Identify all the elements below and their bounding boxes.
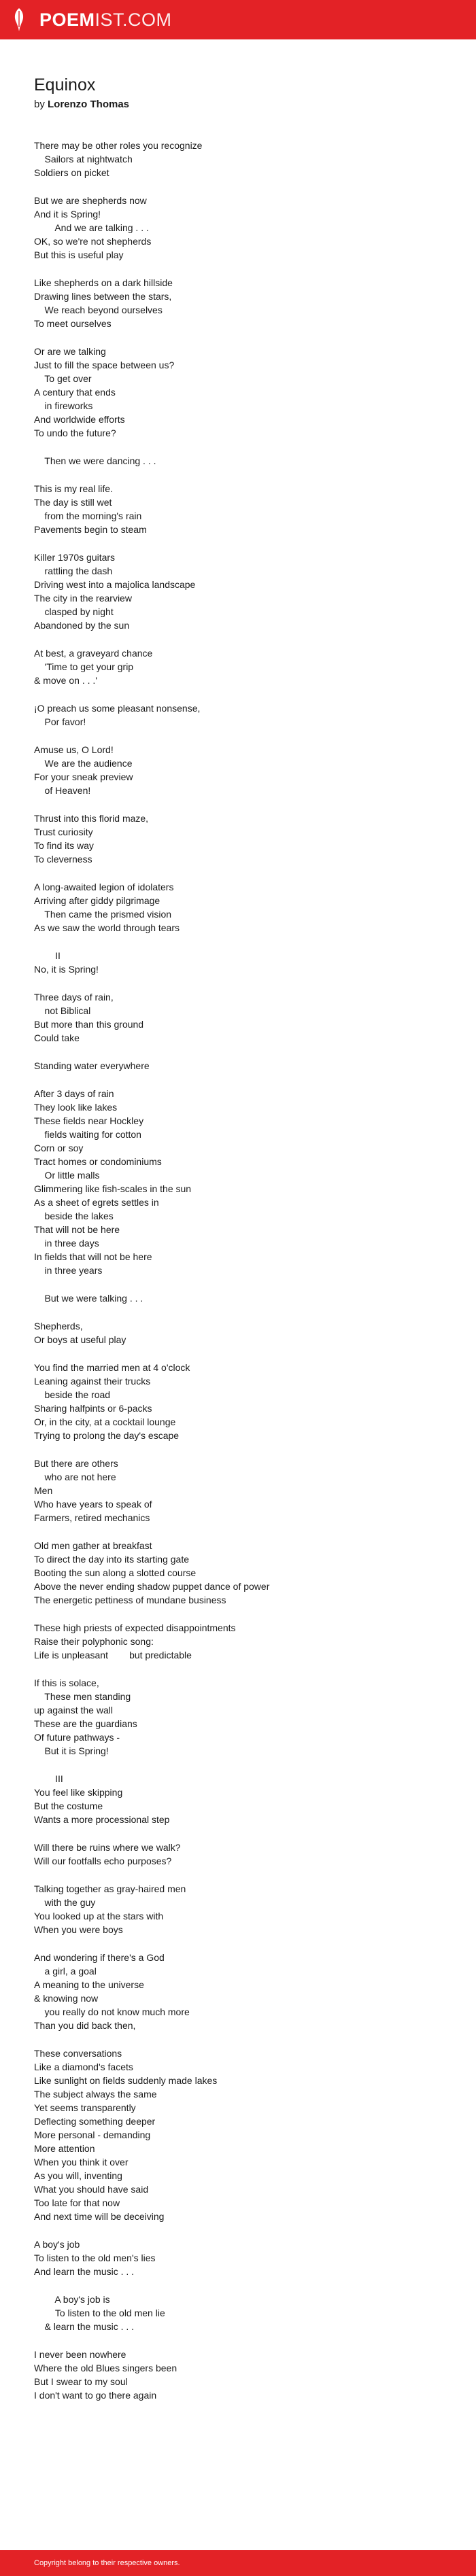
poem-line: Sailors at nightwatch [34,154,133,164]
poem-line: In fields that will not be here [34,1251,152,1262]
poem-line: The city in the rearview [34,593,132,604]
poem-line: And we are talking . . . [34,222,149,233]
poem-line: in three years [34,1265,103,1276]
poem-line: clasped by night [34,606,114,617]
poem-line: rattling the dash [34,565,113,576]
poem-line: Abandoned by the sun [34,620,130,631]
by-label: by [34,99,45,110]
stanza [34,1951,442,2032]
poem-line: Glimmering like fish-scales in the sun [34,1183,192,1194]
poem-line: A long-awaited legion of idolaters [34,882,174,892]
poem-line: Soldiers on picket [34,167,109,178]
poem-line: Drawing lines between the stars, [34,291,172,302]
stanza [34,949,442,976]
poem-line: For your sneak preview [34,771,133,782]
poem-line: Por favor! [34,716,86,727]
poem-line: Then we were dancing . . . [34,455,156,466]
poem-line: with the guy [34,1897,96,1908]
poem-line: ¡O preach us some pleasant nonsense, [34,703,201,714]
poem-line: Driving west into a majolica landscape [34,579,196,590]
poem-title: Equinox [34,75,96,94]
poem-line: Life is unpleasant but predictable [34,1650,192,1660]
poem-line: I don't want to go there again [34,2390,157,2401]
poem-line: fields waiting for cotton [34,1129,141,1140]
poem-line: Old men gather at breakfast [34,1540,152,1551]
stanza [34,345,442,440]
poem-line: in three days [34,1238,99,1249]
poem-line: Wants a more processional step [34,1814,170,1825]
stanza [34,2047,442,2223]
poem-line: And it is Spring! [34,209,101,220]
poem-line: When you think it over [34,2157,129,2168]
poem-body [34,139,442,2402]
poem-line: Leaning against their trucks [34,1376,151,1387]
poem-line: They look like lakes [34,1102,118,1113]
poem-line: Raise their polyphonic song: [34,1636,154,1647]
poem-line: These men standing [34,1691,131,1702]
poem-line: Like a diamond's facets [34,2061,133,2072]
poem-line: Corn or soy [34,1143,84,1153]
poem-line: Talking together as gray-haired men [34,1883,186,1894]
site-logo[interactable] [39,10,172,30]
poem-line: And wondering if there's a God [34,1952,165,1963]
byline [34,98,442,111]
poem-line: Or boys at useful play [34,1334,126,1345]
poem-line: To find its way [34,840,94,851]
poem-line: More attention [34,2143,95,2154]
stanza [34,1361,442,1442]
poem-line: To undo the future? [34,428,116,438]
poem-line: Like sunlight on fields suddenly made lakes [34,2075,218,2086]
poem-line: Arriving after giddy pilgrimage [34,895,160,906]
poem-line: Where the old Blues singers been [34,2363,177,2373]
stanza [34,646,442,687]
poem-line: There may be other roles you recognize [34,140,203,151]
poem-line: Trust curiosity [34,826,93,837]
poem-line: Farmers, retired mechanics [34,1512,150,1523]
stanza [34,2238,442,2278]
poem-line: You find the married men at 4 o'clock [34,1362,190,1373]
stanza [34,990,442,1045]
poem-line: A meaning to the universe [34,1979,144,1990]
stanza [34,1059,442,1073]
poem-line: Will our footfalls echo purposes? [34,1856,172,1866]
poem-line: If this is solace, [34,1677,99,1688]
poem-line: These are the guardians [34,1718,137,1729]
poem-line: Then came the prismed vision [34,909,172,920]
poem-line: When you were boys [34,1924,123,1935]
poem-line: These conversations [34,2048,122,2059]
stanza [34,194,442,262]
stanza [34,276,442,330]
poem-line: I never been nowhere [34,2349,126,2360]
poem-line: As we saw the world through tears [34,922,180,933]
stanza [34,1841,442,1868]
stanza [34,551,442,632]
poem-line: Than you did back then, [34,2020,136,2031]
poem-line: Of future pathways - [34,1732,120,1743]
poem-line: That will not be here [34,1224,120,1235]
poem-line: You looked up at the stars with [34,1911,164,1921]
author-link[interactable]: Lorenzo Thomas [48,99,130,110]
poem-line: To direct the day into its starting gate [34,1554,190,1565]
site-footer [0,2550,476,2576]
stanza [34,454,442,468]
poem-line: beside the lakes [34,1211,114,1221]
poem-line: But there are others [34,1458,118,1469]
poem-line: Men [34,1485,53,1496]
poem-line: OK, so we're not shepherds [34,236,152,247]
poem-line: We are the audience [34,758,133,769]
poem-line: Three days of rain, [34,992,114,1003]
poem-line: who are not here [34,1472,116,1482]
logo-light-text: IST.COM [95,10,172,30]
poem-line: To listen to the old men lie [34,2308,165,2318]
poem-line: Will there be ruins where we walk? [34,1842,181,1853]
poem-container [34,75,442,2416]
poem-line: After 3 days of rain [34,1088,114,1099]
poem-line: To cleverness [34,854,92,865]
poem-line: We reach beyond ourselves [34,304,163,315]
copyright-text: Copyright belong to their respective owners. [34,2559,180,2567]
site-header [0,0,476,39]
poem-line: a girl, a goal [34,1966,97,1977]
poem-line: 'Time to get your grip [34,661,134,672]
stanza [34,1457,442,1525]
poem-line: As a sheet of egrets settles in [34,1197,159,1208]
poem-line: The subject always the same [34,2089,157,2100]
quill-pen-icon[interactable] [11,7,27,32]
poem-line: up against the wall [34,1705,113,1716]
stanza [34,880,442,935]
poem-line: You feel like skipping [34,1787,123,1798]
stanza [34,1882,442,1936]
poem-line: To meet ourselves [34,318,112,329]
poem-line: beside the road [34,1389,111,1400]
poem-line: As you will, inventing [34,2170,122,2181]
stanza [34,1087,442,1277]
stanza [34,139,442,179]
poem-line: A boy's job [34,2239,80,2250]
poem-line: A boy's job is [34,2294,110,2305]
stanza [34,2293,442,2333]
stanza [34,1772,442,1826]
stanza [34,1319,442,1346]
poem-line: III [34,1773,63,1784]
poem-line: This is my real life. [34,483,113,494]
stanza [34,1676,442,1758]
poem-line: Standing water everywhere [34,1060,150,1071]
poem-line: Tract homes or condominiums [34,1156,162,1167]
poem-line: And worldwide efforts [34,414,125,425]
poem-line: II [34,950,61,961]
poem-line: Above the never ending shadow puppet dance of power [34,1581,270,1592]
poem-line: Too late for that now [34,2197,120,2208]
poem-line: Or, in the city, at a cocktail lounge [34,1416,176,1427]
poem-line: Pavements begin to steam [34,524,147,535]
poem-line: Thrust into this florid maze, [34,813,149,824]
stanza [34,482,442,536]
poem-line: Yet seems transparently [34,2102,136,2113]
poem-line: To get over [34,373,92,384]
poem-line: Like shepherds on a dark hillside [34,277,173,288]
poem-line: The day is still wet [34,497,112,508]
poem-line: of Heaven! [34,785,91,796]
poem-line: What you should have said [34,2184,149,2195]
poem-line: not Biblical [34,1005,91,1016]
poem-line: No, it is Spring! [34,964,99,975]
poem-line: in fireworks [34,400,93,411]
poem-line: Sharing halfpints or 6-packs [34,1403,152,1414]
poem-line: But this is useful play [34,249,124,260]
poem-line: Killer 1970s guitars [34,552,116,563]
poem-line: Or little malls [34,1170,100,1181]
poem-line: But I swear to my soul [34,2376,128,2387]
stanza [34,1621,442,1662]
poem-line: But it is Spring! [34,1745,109,1756]
poem-line: you really do not know much more [34,2006,190,2017]
poem-line: from the morning's rain [34,510,142,521]
poem-line: Could take [34,1032,80,1043]
poem-line: Booting the sun along a slotted course [34,1567,197,1578]
poem-line: & knowing now [34,1993,99,2004]
poem-line: And next time will be deceiving [34,2211,165,2222]
poem-line: The energetic pettiness of mundane business [34,1595,226,1605]
stanza [34,1291,442,1305]
poem-line: More personal - demanding [34,2129,151,2140]
stanza [34,812,442,866]
stanza [34,1539,442,1607]
poem-line: But we are shepherds now [34,195,147,206]
stanza [34,2348,442,2402]
poem-line: Deflecting something deeper [34,2116,156,2127]
poem-line: And learn the music . . . [34,2266,135,2277]
poem-line: Shepherds, [34,1321,83,1331]
poem-line: To listen to the old men's lies [34,2252,156,2263]
poem-line: At best, a graveyard chance [34,648,153,659]
poem-line: Trying to prolong the day's escape [34,1430,180,1441]
poem-line: These fields near Hockley [34,1115,144,1126]
poem-line: Amuse us, O Lord! [34,744,114,755]
poem-line: Just to fill the space between us? [34,360,175,370]
poem-line: & learn the music . . . [34,2321,135,2332]
poem-line: A century that ends [34,387,116,398]
poem-line: But we were talking . . . [34,1293,143,1304]
poem-line: & move on . . .' [34,675,97,686]
poem-line: But more than this ground [34,1019,144,1030]
logo-bold-text: POEM [39,10,95,30]
poem-line: These high priests of expected disappointments [34,1622,236,1633]
poem-line: But the costume [34,1800,103,1811]
stanza [34,743,442,797]
stanza [34,701,442,729]
poem-line: Or are we talking [34,346,106,357]
poem-line: Who have years to speak of [34,1499,152,1510]
